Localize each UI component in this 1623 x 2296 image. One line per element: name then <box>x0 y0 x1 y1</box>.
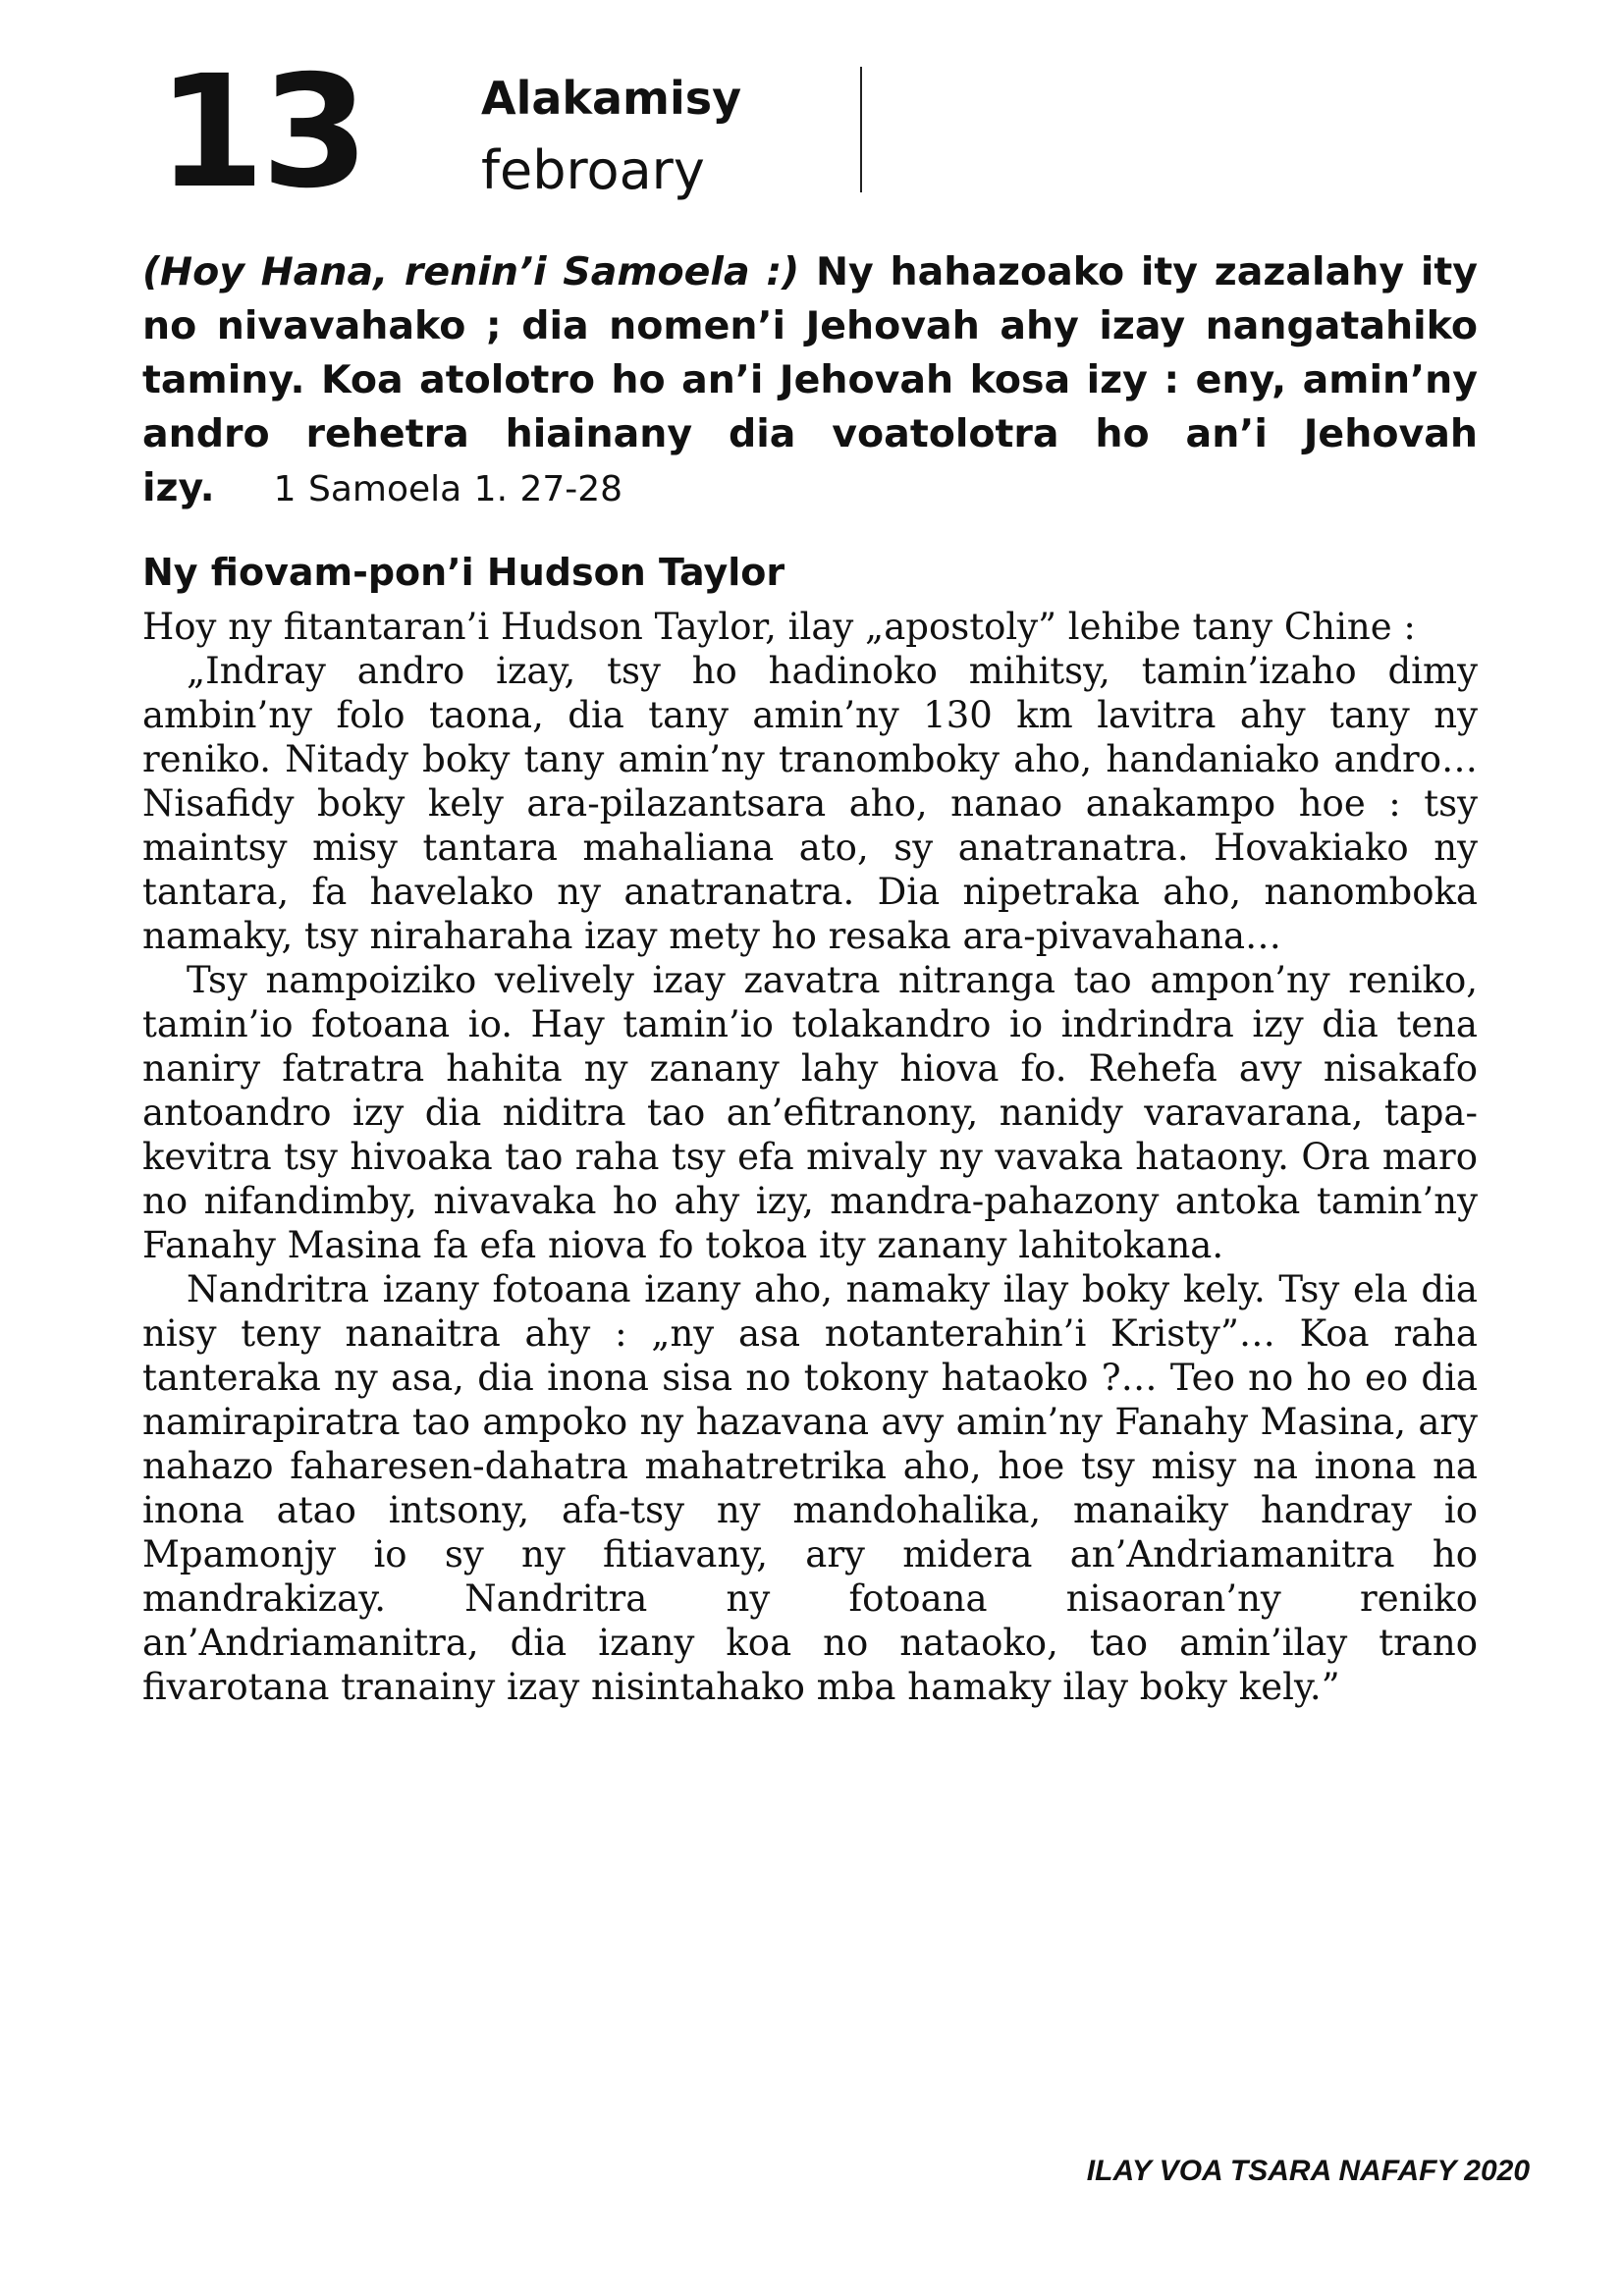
paragraph: Hoy ny fitantaran’i Hudson Taylor, ilay „apostoly” lehibe tany Chine : <box>142 606 1416 648</box>
paragraph: Tsy nampoiziko velively izay zavatra nitranga tao ampon’ny reniko, tamin’io fotoana io. Hay tamin’io tolakandro io indrindra izy dia tena naniry fatratra hahita ny zanany lahy hiova fo. Rehefa avy nisakafo antoandro izy dia niditra tao an’efitranony, nanidy varavarana, tapa-kevitra tsy hivoaka tao raha tsy efa mivaly ny vavaka hataony. Ora maro no nifandimby, nivavaka ho ahy izy, mandra-pahazony antoka tamin’ny Fanahy Masina fa efa niova fo tokoa ity zanany lahitokana. <box>142 959 1478 1266</box>
day-number: 13 <box>157 42 365 223</box>
article-body <box>142 605 1478 1709</box>
paragraph: Nandritra izany fotoana izany aho, namaky ilay boky kely. Tsy ela dia nisy teny nanaitra ahy : „ny asa notanterahin’i Kristy”… Koa raha tanteraka ny asa, dia inona sisa no tokony hataoko ?… Teo no ho eo dia namirapiratra tao ampoko ny hazavana avy amin’ny Fanahy Masina, ary nahazo faharesen-dahatra mahatretrika aho, hoe tsy misy na inona na inona atao intsony, afa-tsy ny mandohalika, manaiky handray io Mpamonjy io sy ny fitiavany, ary midera an’Andriamanitra ho mandrakizay. Nandritra ny fotoana nisaoran’ny reniko an’Andriamanitra, dia izany koa no nataoko, tao amin’ilay trano fivarotana tranainy izay nisintahako mba hamaky ilay boky kely.” <box>142 1268 1478 1708</box>
paragraph: „Indray andro izay, tsy ho hadinoko mihitsy, tamin’izaho dimy ambin’ny folo taona, dia tany amin’ny 130 km lavitra ahy tany ny reniko. Nitady boky tany amin’ny tranomboky aho, handaniako andro… Nisafidy boky kely ara-pilazantsara aho, nanao anakampo hoe : tsy maintsy misy tantara mahaliana ato, sy anatranatra. Hovakiako ny tantara, fa havelako ny anatranatra. Dia nipetraka aho, nanomboka namaky, tsy niraharaha izay mety ho resaka ara-pivavahana… <box>142 650 1478 957</box>
verse-intro: (Hoy Hana, renin’i Samoela :) <box>142 249 800 294</box>
bible-verse <box>142 245 1478 516</box>
footer-publication: ILAY VOA TSARA NAFAFY 2020 <box>1086 2155 1530 2187</box>
header-divider <box>860 67 862 192</box>
verse-reference: 1 Samoela 1. 27-28 <box>273 469 623 509</box>
verse-text: Ny hahazoako ity zazalahy ity no nivavahako ; dia nomen’i Jehovah ahy izay nangatahiko taminy. Koa atolotro ho an’i Jehovah kosa izy : eny, amin’ny andro rehetra hiainany dia voatolotra ho an’i Jehovah izy. <box>142 249 1478 510</box>
day-name: Alakamisy <box>481 72 742 125</box>
month-name: febroary <box>481 139 705 201</box>
date-header <box>157 42 1492 223</box>
section-title: Ny fiovam-pon’i Hudson Taylor <box>142 551 785 594</box>
